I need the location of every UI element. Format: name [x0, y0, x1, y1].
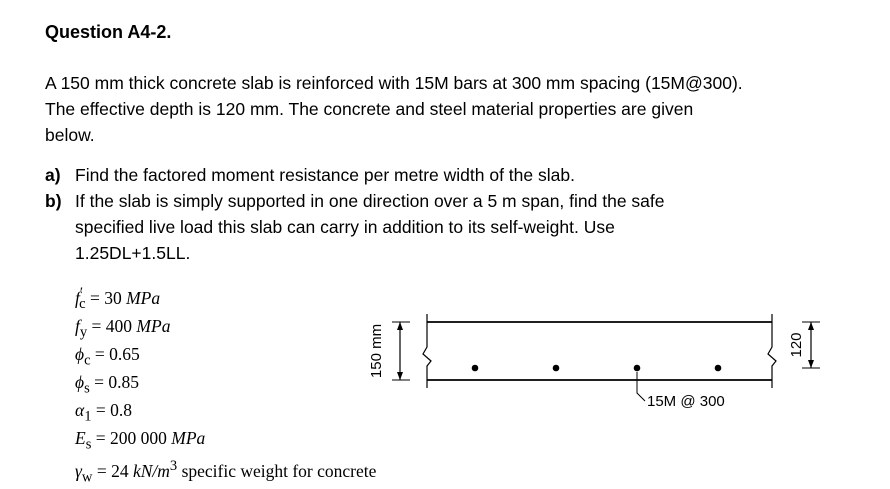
property-alpha1: $\alpha_1 = 0.8$	[75, 399, 132, 425]
depth-label: 120	[788, 332, 805, 358]
part-text: 1.25DL+1.5LL.	[75, 243, 191, 263]
property-es: $E_s = 200$ 000 MPa	[75, 427, 206, 453]
property-fy: $f_y = 400$ MPa	[75, 315, 171, 341]
part-text: If the slab is simply supported in one direction over a 5 m span, find the safe	[75, 191, 665, 211]
part-label: b)	[45, 191, 62, 211]
property-phis: $\phi_s = 0.85$	[75, 371, 139, 397]
property-gw: $\gamma_w = 24$ $kN/m^3$ specific weight for concrete	[75, 457, 377, 486]
depth-dimension	[788, 322, 820, 368]
rebar-leader-line	[637, 372, 645, 401]
statement-line: The effective depth is 120 mm. The concrete and steel material properties are given	[45, 99, 694, 119]
thickness-label: 150 mm	[368, 323, 385, 379]
question-title: Question A4-2.	[45, 22, 172, 42]
rebar-dot	[634, 365, 641, 372]
property-fc: $f'_c = 30$ MPa	[75, 285, 161, 313]
right-break-line	[768, 314, 776, 388]
rebar-dot	[715, 365, 722, 372]
property-phic: $\phi_c = 0.65$	[75, 343, 140, 369]
part-text: Find the factored moment resistance per metre width of the slab.	[75, 165, 575, 185]
rebar-dot	[553, 365, 560, 372]
thickness-dimension	[368, 322, 410, 380]
left-break-line	[423, 314, 431, 388]
rebar-label: 15M @ 300	[647, 393, 725, 410]
statement-line: A 150 mm thick concrete slab is reinforced with 15M bars at 300 mm spacing (15M@300).	[45, 73, 743, 93]
part-text: specified live load this slab can carry in addition to its self-weight. Use	[75, 217, 615, 237]
rebar-dot	[472, 365, 479, 372]
part-label: a)	[45, 165, 61, 185]
statement-line: below.	[45, 125, 95, 145]
